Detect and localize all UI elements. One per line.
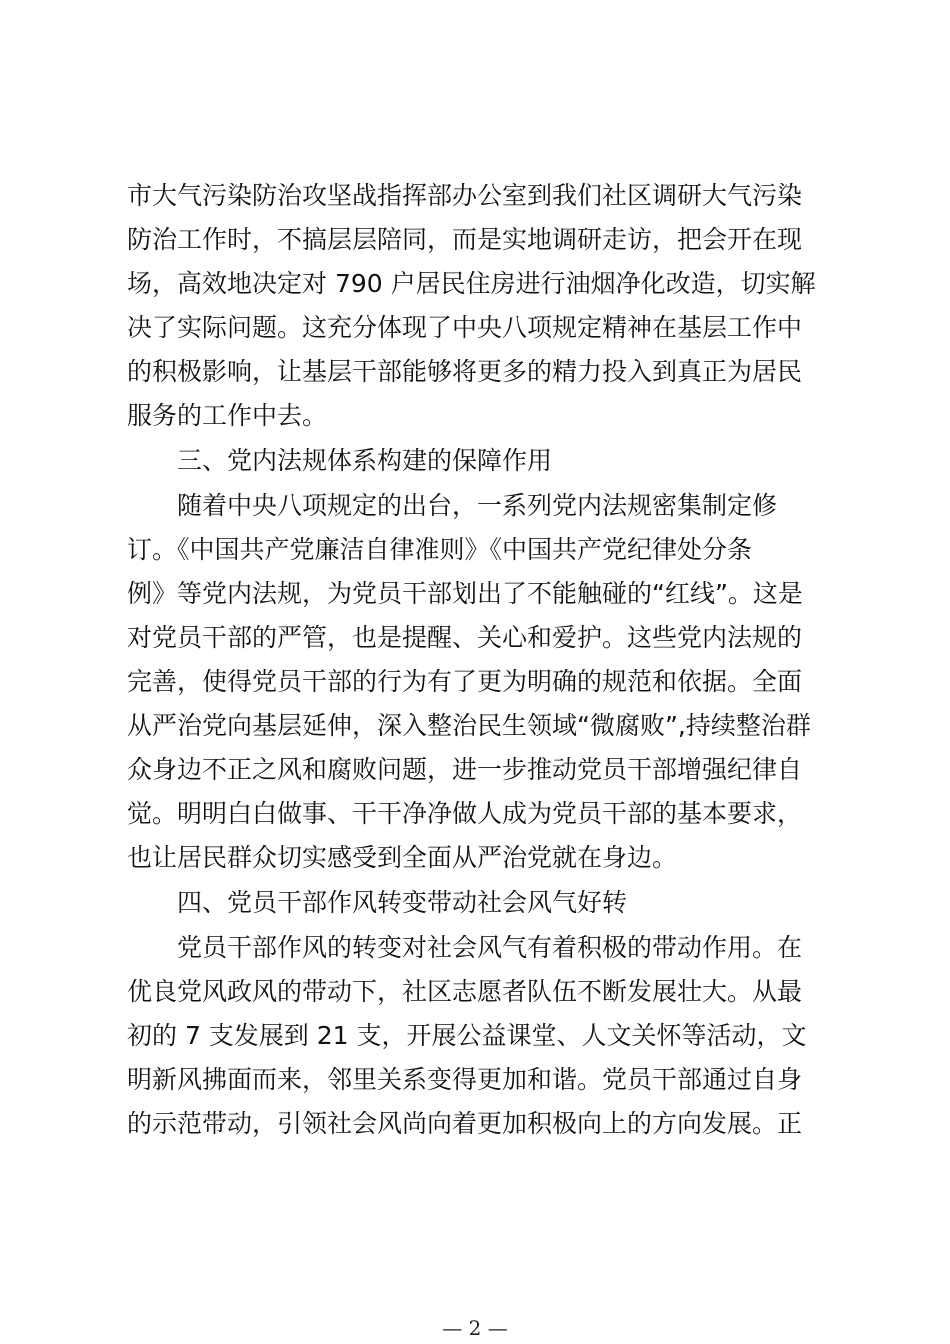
body-line: 场，高效地决定对 790 户居民住房进行油烟净化改造，切实解: [127, 269, 816, 298]
page-number: — 2 —: [442, 1316, 508, 1340]
body-line: 例》等党内法规，为党员干部划出了不能触碰的“红线”。这是: [127, 579, 803, 608]
body-line: 众身边不正之风和腐败问题，进一步推动党员干部增强纪律自: [127, 755, 803, 784]
body-line: 的示范带动，引领社会风尚向着更加积极向上的方向发展。正: [127, 1109, 803, 1138]
body-line: 觉。明明白白做事、干干净净做人成为党员干部的基本要求，: [127, 799, 803, 828]
body-line: 明新风拂面而来，邻里关系变得更加和谐。党员干部通过自身: [127, 1065, 803, 1094]
body-line: 的积极影响，让基层干部能够将更多的精力投入到真正为居民: [127, 357, 803, 386]
body-line: 从严治党向基层延伸，深入整治民生领域“微腐败”,持续整治群: [127, 711, 811, 740]
body-line: 完善，使得党员干部的行为有了更为明确的规范和依据。全面: [127, 667, 803, 696]
body-line: 订。《中国共产党廉洁自律准则》《中国共产党纪律处分条: [127, 535, 753, 564]
body-line: 优良党风政风的带动下，社区志愿者队伍不断发展壮大。从最: [127, 977, 803, 1006]
body-line: 防治工作时，不搞层层陪同，而是实地调研走访，把会开在现: [127, 225, 803, 254]
body-line: 服务的工作中去。: [127, 401, 328, 430]
section-heading: 三、党内法规体系构建的保障作用: [177, 446, 553, 475]
body-line: 初的 7 支发展到 21 支，开展公益课堂、人文关怀等活动，文: [127, 1021, 807, 1050]
body-line: 市大气污染防治攻坚战指挥部办公室到我们社区调研大气污染: [127, 181, 803, 210]
body-line: 随着中央八项规定的出台，一系列党内法规密集制定修: [177, 491, 778, 520]
body-line: 也让居民群众切实感受到全面从严治党就在身边。: [127, 843, 678, 872]
section-heading: 四、党员干部作风转变带动社会风气好转: [177, 888, 628, 917]
body-line: 对党员干部的严管，也是提醒、关心和爱护。这些党内法规的: [127, 623, 803, 652]
body-line: 决了实际问题。这充分体现了中央八项规定精神在基层工作中: [127, 313, 803, 342]
body-line: 党员干部作风的转变对社会风气有着积极的带动作用。在: [177, 933, 803, 962]
